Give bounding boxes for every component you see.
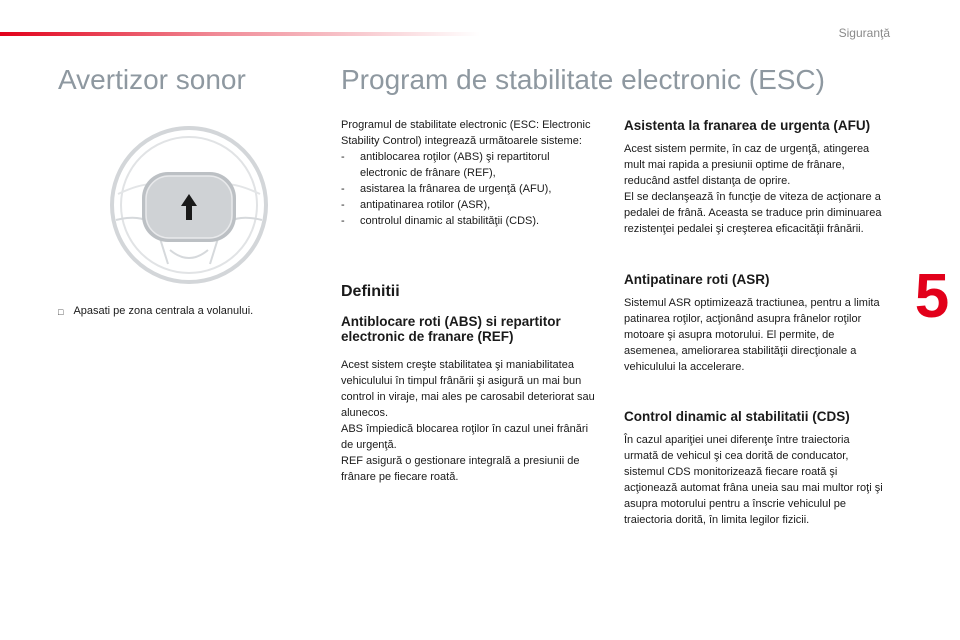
list-item: - antiblocarea roţilor (ABS) şi repartitorul electronic de frânare (REF), <box>341 149 599 181</box>
asr-title: Antipatinare roti (ASR) <box>624 272 770 287</box>
section-label: Siguranţă <box>838 26 890 40</box>
afu-text-2: El se declanşează în funcţie de viteza de acţionare a pedalei de frână. Aceasta se traduce prin diminuarea rezistenţei pedalei şi creşterea eficacităţii frânării. <box>624 191 882 235</box>
intro-list <box>341 149 599 229</box>
asr-text: Sistemul ASR optimizează tractiunea, pentru a limita patinarea roţilor, acţionând asupra frânelor roţilor motoare şi asupra motorului. El permite, de asemenea, ameliorarea stabilităţii direcţionale a vehiculului la accelerare. <box>624 297 880 373</box>
chapter-number: 5 <box>914 262 950 331</box>
steering-wheel-icon <box>108 124 270 286</box>
horn-hint <box>58 303 318 320</box>
hint-text: Apasati pe zona centrala a volanului. <box>73 305 254 317</box>
esc-title: Program de stabilitate electronic (ESC) <box>341 64 825 95</box>
cds-text: În cazul apariţiei unei diferenţe între traiectoria urmată de vehicul şi cea dorită de conducator, sistemul CDS monitorizează fiecare roată şi acţionează automat frâna uneia sau mai multor roţi şi asupra motorului pentru a înscrie vehiculul pe traiectoria dorită, în limita legilor fizicii. <box>624 434 883 526</box>
esc-intro-column <box>341 117 599 485</box>
hint-bullet-icon: □ <box>58 307 64 317</box>
abs-title: Antiblocare roti (ABS) si repartitor electronic de franare (REF) <box>341 314 561 344</box>
abs-text-2: ABS împiedică blocarea roţilor în cazul unei frânări de urgenţă. <box>341 423 589 451</box>
intro-text: Programul de stabilitate electronic (ESC: Electronic Stability Control) integrează următoarele sisteme: <box>341 119 591 147</box>
list-item: - controlul dinamic al stabilităţii (CDS). <box>341 213 599 229</box>
definitions-title: Definitii <box>341 283 400 300</box>
header-accent-bar <box>0 32 480 36</box>
abs-text-3: REF asigură o gestionare integrală a presiunii de frânare pe fiecare roată. <box>341 455 580 483</box>
list-item: - antipatinarea rotilor (ASR), <box>341 197 599 213</box>
horn-title: Avertizor sonor <box>58 64 246 95</box>
abs-text: Acest sistem creşte stabilitatea şi maniabilitatea vehiculului în timpul frânării şi asigură un mai bun control in viraje, mai ales pe carosabil deteriorat sau alunecos. <box>341 359 595 419</box>
afu-title: Asistenta la franarea de urgenta (AFU) <box>624 118 871 133</box>
cds-title: Control dinamic al stabilitatii (CDS) <box>624 409 850 424</box>
afu-text: Acest sistem permite, în caz de urgenţă, atingerea mult mai rapida a presiunii optime de frânare, reducând astfel distanţa de oprire. <box>624 143 870 187</box>
list-item: - asistarea la frânarea de urgenţă (AFU), <box>341 181 599 197</box>
esc-details-column <box>624 118 886 528</box>
